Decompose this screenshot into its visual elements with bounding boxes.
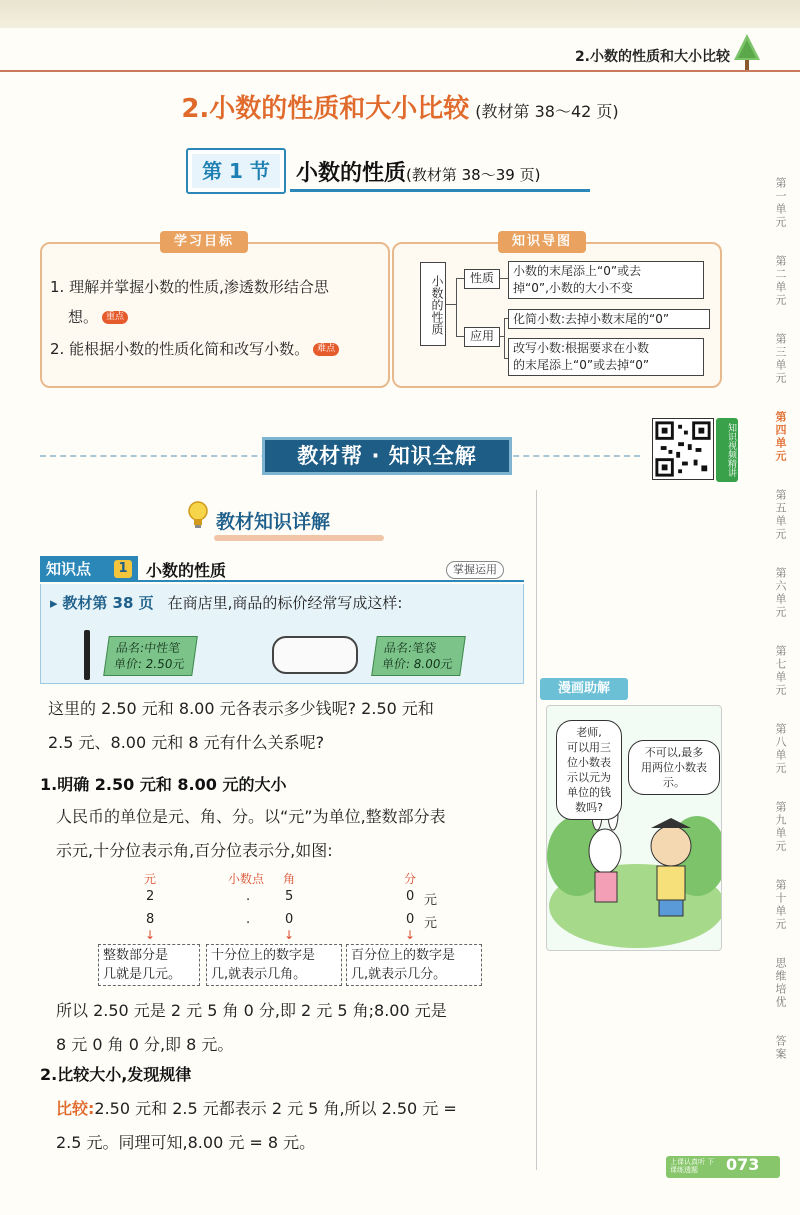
knowledge-point-tag: 知识点 — [40, 556, 138, 582]
lightbulb-icon — [186, 500, 210, 530]
map-property-text — [508, 261, 704, 299]
unit-side-tabs — [752, 170, 788, 1080]
speech-bubble-teacher — [628, 740, 720, 795]
row1-yuan: 2 — [146, 889, 155, 904]
bubble-line: 可以用三 — [567, 741, 611, 754]
knowledge-map-tag: 知识导图 — [498, 231, 586, 253]
textbook-ref-label: 教材第 38 页 — [62, 594, 154, 612]
side-tab-unit-9[interactable]: 第九单元 — [774, 801, 787, 853]
compare-line1: 2.50 元和 2.5 元都表示 2 元 5 角,所以 2.50 元 = — [94, 1099, 457, 1118]
explain-box-fen — [346, 944, 482, 986]
goal-item-2-text: 2. 能根据小数的性质化简和改写小数。 — [50, 340, 310, 358]
part1-paragraph — [56, 800, 536, 868]
side-tab-thinking[interactable]: 思维培优 — [774, 957, 787, 1009]
qr-side-label: 知识视频精讲 — [716, 418, 738, 482]
label-jiao: 角 — [283, 872, 296, 886]
part2-paragraph — [56, 1092, 536, 1160]
knowledge-point-level: 掌握运用 — [446, 561, 504, 579]
row2-jiao: 0 — [285, 912, 294, 927]
map-rewrite-line: 改写小数:根据要求在小数 — [513, 341, 650, 355]
conclusion-line: 所以 2.50 元是 2 元 5 角 0 分,即 2 元 5 角;8.00 元是 — [56, 1001, 447, 1020]
textbook-ref-text: 在商店里,商品的标价经常写成这样: — [167, 594, 403, 612]
part2-heading: 2.比较大小,发现规律 — [40, 1065, 192, 1084]
side-tab-unit-4[interactable]: 第四单元 — [774, 411, 787, 463]
label-decimal-point: 小数点 — [228, 872, 265, 886]
section-title-text: 小数的性质 — [296, 161, 407, 186]
section-label: 第 1 节 — [192, 154, 280, 188]
price-tag-line: 品名:笔袋 — [383, 641, 438, 655]
page-slogan: 上课认真听 下课练透题 — [670, 1158, 715, 1174]
label-fen: 分 — [404, 872, 417, 886]
textbook-reference — [50, 592, 402, 613]
bubble-line: 位小数表 — [567, 756, 611, 769]
key-point-badge: 重点 — [102, 311, 128, 324]
conclusion-line: 8 元 0 角 0 分,即 8 元。 — [56, 1035, 234, 1054]
map-rewrite-text — [508, 338, 704, 376]
map-branch-property: 性质 — [464, 269, 500, 289]
question-line: 这里的 2.50 元和 8.00 元各表示多少钱呢? 2.50 元和 — [48, 699, 434, 718]
map-rewrite-line: 的末尾添上“0”或去掉“0” — [513, 358, 650, 372]
arrow-down-icon: ↓ — [284, 928, 295, 942]
chapter-title — [0, 88, 800, 125]
question-paragraph — [48, 692, 528, 760]
arrow-down-icon: ↓ — [405, 928, 416, 942]
pencil-case-icon — [272, 636, 358, 674]
chapter-title-ref: (教材第 38～42 页) — [475, 102, 619, 121]
map-root: 小数的性质 — [420, 262, 446, 346]
explain-line: 十分位上的数字是 — [211, 948, 316, 963]
goal-item-1 — [50, 272, 390, 332]
row2-point: . — [246, 912, 251, 927]
side-tab-unit-7[interactable]: 第七单元 — [774, 645, 787, 697]
row1-point: . — [246, 889, 251, 904]
goal-item-2 — [50, 334, 390, 364]
tree-icon — [734, 34, 760, 72]
part1-line: 人民币的单位是元、角、分。以“元”为单位,整数部分表 — [56, 807, 446, 826]
side-tab-unit-8[interactable]: 第八单元 — [774, 723, 787, 775]
side-tab-unit-10[interactable]: 第十单元 — [774, 879, 787, 931]
price-tag-line: 单价: 8.00元 — [380, 657, 454, 671]
row2-unit: 元 — [424, 916, 438, 931]
explain-box-yuan — [98, 944, 200, 986]
map-branch-application: 应用 — [464, 327, 500, 347]
question-line: 2.5 元、8.00 元和 8 元有什么关系呢? — [48, 733, 325, 752]
bubble-line: 示以元为 — [567, 771, 611, 784]
section-title-ref: (教材第 38～39 页) — [406, 166, 541, 184]
compare-label: 比较: — [56, 1099, 95, 1118]
top-strip — [0, 0, 800, 28]
row1-unit: 元 — [424, 893, 438, 908]
running-head: 2.小数的性质和大小比较 — [574, 49, 730, 65]
map-connector — [446, 304, 456, 305]
map-connector — [456, 278, 457, 336]
arrow-down-icon: ↓ — [145, 928, 156, 942]
row2-fen: 0 — [406, 912, 415, 927]
learning-goals-tag: 学习目标 — [160, 231, 248, 253]
explain-line: 几,就表示几角。 — [211, 967, 307, 982]
detail-title: 教材知识详解 — [216, 511, 331, 533]
goal-item-1-line1: 1. 理解并掌握小数的性质,渗透数形结合思 — [50, 278, 329, 296]
goal-item-1-line2: 想。 — [68, 308, 99, 326]
row2-yuan: 8 — [146, 912, 155, 927]
qr-code-icon[interactable] — [652, 418, 714, 480]
bubble-line: 老师, — [576, 726, 602, 739]
triangle-icon: ▸ — [50, 594, 63, 612]
bubble-line: 单位的钱 — [567, 786, 611, 799]
section-title — [296, 156, 540, 187]
row1-fen: 0 — [406, 889, 415, 904]
map-property-line: 掉“0”,小数的大小不变 — [513, 281, 633, 295]
explain-line: 整数部分是 — [103, 948, 169, 963]
knowledge-point-number: 1 — [114, 560, 132, 578]
row1-jiao: 5 — [285, 889, 294, 904]
map-simplify-text: 化简小数:去掉小数末尾的“0” — [508, 309, 710, 329]
column-divider — [536, 490, 537, 1170]
knowledge-point-title: 小数的性质 — [146, 561, 227, 580]
bubble-line: 不可以,最多 — [644, 746, 704, 759]
side-tab-unit-6[interactable]: 第六单元 — [774, 567, 787, 619]
comic-tag: 漫画助解 — [540, 678, 628, 700]
side-tab-unit-1[interactable]: 第一单元 — [774, 177, 787, 229]
explain-line: 几就是几元。 — [103, 967, 182, 982]
explain-line: 百分位上的数字是 — [351, 948, 456, 963]
label-yuan: 元 — [144, 872, 157, 886]
bubble-line: 数吗? — [575, 801, 603, 814]
detail-underline — [214, 535, 384, 541]
chapter-title-text: 2.小数的性质和大小比较 — [181, 94, 470, 124]
page-number: 073 — [726, 1155, 760, 1174]
part1-conclusion — [56, 994, 536, 1062]
side-tab-unit-3[interactable]: 第三单元 — [774, 333, 787, 385]
difficult-point-badge: 难点 — [313, 343, 339, 356]
explain-line: 几,就表示几分。 — [351, 967, 447, 982]
price-tag-pencil-case — [371, 636, 465, 676]
section-banner: 教材帮 · 知识全解 — [262, 437, 512, 475]
side-tab-unit-2[interactable]: 第二单元 — [774, 255, 787, 307]
price-tag-pen — [103, 636, 197, 676]
bubble-line: 用两位小数表示。 — [641, 761, 707, 789]
map-connector — [500, 278, 508, 279]
map-property-line: 小数的末尾添上“0”或去 — [513, 264, 642, 278]
price-tag-line: 品名:中性笔 — [115, 641, 182, 655]
speech-bubble-student — [556, 720, 622, 820]
map-connector — [456, 336, 464, 337]
compare-line2: 2.5 元。同理可知,8.00 元 = 8 元。 — [56, 1133, 316, 1152]
price-tag-line: 单价: 2.50元 — [112, 657, 186, 671]
header-rule — [0, 70, 800, 72]
part1-heading: 1.明确 2.50 元和 8.00 元的大小 — [40, 775, 287, 794]
side-tab-unit-5[interactable]: 第五单元 — [774, 489, 787, 541]
side-tab-answers[interactable]: 答案 — [774, 1035, 787, 1061]
part1-line: 示元,十分位表示角,百分位表示分,如图: — [56, 841, 333, 860]
map-connector — [456, 278, 464, 279]
map-connector — [504, 318, 505, 358]
pen-icon — [84, 630, 90, 680]
explain-box-jiao — [206, 944, 342, 986]
